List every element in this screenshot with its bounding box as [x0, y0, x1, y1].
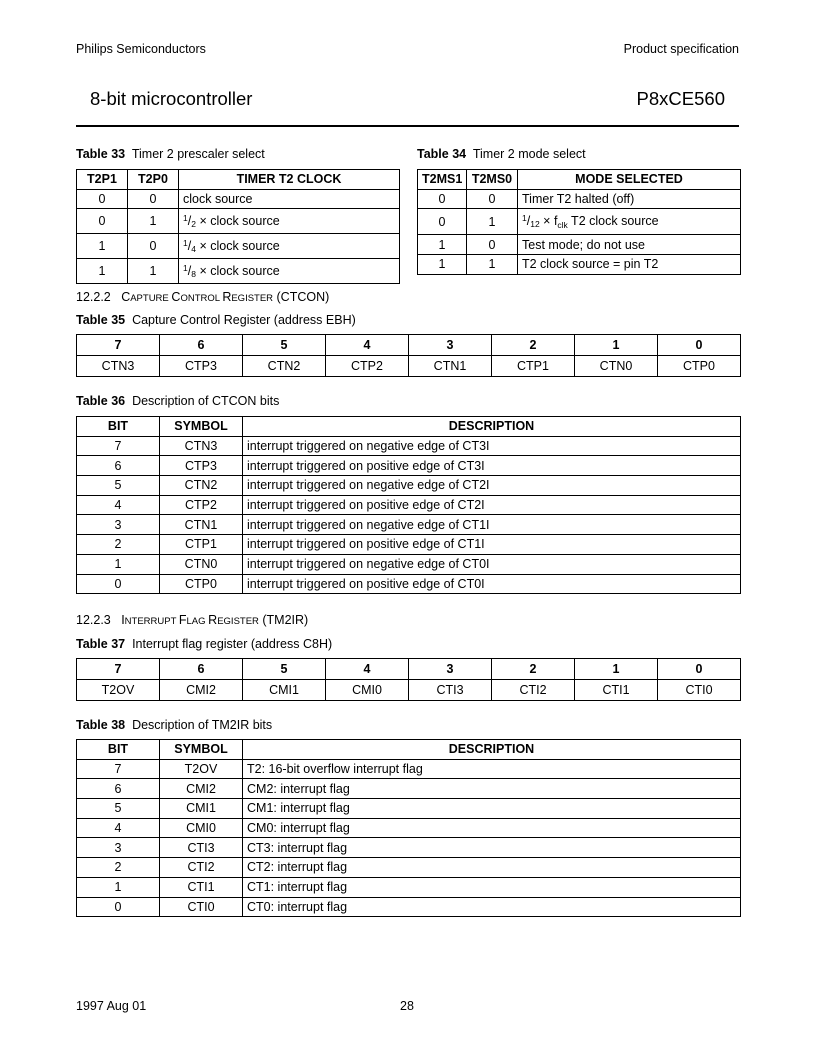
fraction: $^1/_{12}$: [522, 213, 540, 230]
table-row: [418, 235, 741, 255]
table-cell: 1: [77, 554, 160, 574]
table38-header-bit: BIT: [77, 740, 160, 760]
table-cell: clock source: [179, 189, 400, 209]
bit-number: 2: [492, 659, 575, 680]
bit-number: 6: [160, 659, 243, 680]
table-row: [77, 234, 400, 259]
table-cell: interrupt triggered on positive edge of CT2I: [243, 495, 741, 515]
table-cell: T2OV: [160, 759, 243, 779]
cell-text: × clock source: [199, 239, 280, 254]
table38-header-symbol: SYMBOL: [160, 740, 243, 760]
table34-caption: [417, 147, 586, 161]
table-cell: CTI0: [160, 897, 243, 917]
table34-header-t2ms1: T2MS1: [418, 170, 467, 190]
page-number: 28: [400, 999, 414, 1013]
table-cell: 1: [467, 209, 518, 235]
section-title-part: EGISTER: [217, 616, 259, 627]
table-cell: 0: [77, 189, 128, 209]
section-title-part: C: [121, 290, 131, 304]
table-row: [77, 259, 400, 284]
table-cell: interrupt triggered on negative edge of CT1I: [243, 515, 741, 535]
table-row: [77, 209, 400, 234]
bit-name: CTI1: [575, 680, 658, 701]
bit-number: 6: [160, 335, 243, 356]
section-title-part: R: [222, 290, 232, 304]
table-row: [77, 495, 741, 515]
bit-number: 2: [492, 335, 575, 356]
table-cell: interrupt triggered on negative edge of CT0I: [243, 554, 741, 574]
table36: [76, 416, 741, 594]
table34: [417, 169, 741, 275]
table38-caption: [76, 718, 272, 732]
part-number: P8xCE560: [636, 88, 725, 109]
table-cell: CTP3: [160, 456, 243, 476]
table36-caption-text: Description of CTCON bits: [132, 394, 280, 408]
table-cell: CTN1: [160, 515, 243, 535]
fraction-denominator: 8: [191, 269, 196, 280]
table-cell: 1: [77, 259, 128, 284]
table-cell: Timer T2 halted (off): [518, 189, 741, 209]
table-row: [418, 209, 741, 235]
bit-name: CTN1: [409, 356, 492, 377]
company-name: Philips Semiconductors: [76, 42, 206, 56]
fraction-denominator: 12: [530, 219, 540, 230]
section-number: 12.2.2: [76, 290, 111, 304]
section-title-suffix: (TM2IR): [258, 613, 309, 627]
table-cell: 1: [77, 234, 128, 259]
fraction-denominator: 4: [191, 244, 196, 255]
table38-header-description: DESCRIPTION: [243, 740, 741, 760]
table38-caption-text: Description of TM2IR bits: [132, 718, 273, 732]
table-cell: 7: [77, 759, 160, 779]
table33-caption-text: Timer 2 prescaler select: [131, 147, 265, 161]
bit-name: CMI2: [160, 680, 243, 701]
table-row: [418, 189, 741, 209]
table-row: [77, 799, 741, 819]
table-cell: 1: [77, 877, 160, 897]
bit-name: CTP0: [658, 356, 741, 377]
table35-caption-text: Capture Control Register (address EBH): [132, 313, 356, 327]
bit-name: CTI0: [658, 680, 741, 701]
bit-name: CTN3: [77, 356, 160, 377]
table38-label: Table 38: [76, 718, 126, 732]
table-cell: 0: [77, 574, 160, 594]
table-cell: 0: [77, 209, 128, 234]
bit-number: 3: [409, 335, 492, 356]
table33-header-clock: TIMER T2 CLOCK: [179, 170, 400, 190]
table37: [76, 658, 741, 701]
bit-number: 7: [77, 659, 160, 680]
bit-name: CTN2: [243, 356, 326, 377]
fraction-denominator: 2: [191, 219, 196, 230]
bit-number: 4: [326, 659, 409, 680]
table-cell: CT0: interrupt flag: [243, 897, 741, 917]
fraction-numerator: 1: [522, 213, 527, 224]
table-cell: interrupt triggered on positive edge of CT0I: [243, 574, 741, 594]
bit-name: CTI2: [492, 680, 575, 701]
header-rule: [76, 125, 739, 127]
table-cell: 4: [77, 495, 160, 515]
table-cell: 3: [77, 838, 160, 858]
bit-name: CTP3: [160, 356, 243, 377]
section-heading-tm2ir: [76, 613, 308, 627]
bit-number: 3: [409, 659, 492, 680]
page-title: 8-bit microcontroller: [90, 88, 253, 109]
table-cell: [179, 259, 400, 284]
table-cell: T2 clock source = pin T2: [518, 255, 741, 275]
bit-number: 5: [243, 335, 326, 356]
table-row: [77, 858, 741, 878]
section-number: 12.2.3: [76, 613, 111, 627]
table-cell: 0: [418, 209, 467, 235]
table-cell: 1: [128, 209, 179, 234]
bit-name: CMI1: [243, 680, 326, 701]
table-row: [77, 476, 741, 496]
table37-caption: [76, 637, 332, 651]
section-heading-ctcon: [76, 290, 329, 304]
section-title-part: EGISTER: [231, 293, 274, 304]
table-cell: [518, 209, 741, 235]
table-cell: CM2: interrupt flag: [243, 779, 741, 799]
table-cell: 1: [128, 259, 179, 284]
table-row: [77, 535, 741, 555]
table-row: [77, 436, 741, 456]
table33-header-t2p1: T2P1: [77, 170, 128, 190]
table-cell: 5: [77, 476, 160, 496]
table-cell: CTN3: [160, 436, 243, 456]
cell-text: × clock source: [199, 214, 280, 229]
section-title-part: APTURE: [130, 293, 172, 304]
table-row: [77, 515, 741, 535]
table-row: [77, 456, 741, 476]
section-title-part: LAG: [186, 616, 209, 627]
table-cell: CTP0: [160, 574, 243, 594]
table-cell: CT2: interrupt flag: [243, 858, 741, 878]
table-cell: 2: [77, 858, 160, 878]
table-row: [77, 877, 741, 897]
table-cell: 0: [418, 189, 467, 209]
cell-text: × clock source: [199, 264, 280, 279]
table-cell: 0: [128, 189, 179, 209]
table-row: [77, 838, 741, 858]
table-cell: CMI2: [160, 779, 243, 799]
table-cell: 1: [418, 255, 467, 275]
table33-label: Table 33: [76, 147, 126, 161]
table-row: [77, 759, 741, 779]
document-type: Product specification: [623, 42, 739, 56]
table34-caption-text: Timer 2 mode select: [472, 147, 586, 161]
bit-number: 0: [658, 335, 741, 356]
table-cell: interrupt triggered on negative edge of CT2I: [243, 476, 741, 496]
table36-caption: [76, 394, 279, 408]
table-cell: [179, 234, 400, 259]
table-cell: CTP1: [160, 535, 243, 555]
table-cell: CTI2: [160, 858, 243, 878]
table-cell: Test mode; do not use: [518, 235, 741, 255]
table-cell: CT3: interrupt flag: [243, 838, 741, 858]
table-cell: CMI1: [160, 799, 243, 819]
table-cell: [179, 209, 400, 234]
table-row: [77, 554, 741, 574]
section-title-part: I: [121, 613, 125, 627]
table-row: [418, 255, 741, 275]
table-cell: CM1: interrupt flag: [243, 799, 741, 819]
table-cell: 6: [77, 456, 160, 476]
table-cell: 4: [77, 818, 160, 838]
table-cell: 2: [77, 535, 160, 555]
table-cell: CTI3: [160, 838, 243, 858]
table-row: [77, 574, 741, 594]
fraction-numerator: 1: [183, 263, 188, 274]
bit-name: CMI0: [326, 680, 409, 701]
cell-text: T2 clock source: [567, 214, 659, 229]
bit-name: CTI3: [409, 680, 492, 701]
section-title-part: F: [178, 613, 187, 627]
table36-label: Table 36: [76, 394, 126, 408]
table-cell: interrupt triggered on positive edge of CT1I: [243, 535, 741, 555]
subscript: clk: [557, 220, 568, 231]
table-cell: interrupt triggered on positive edge of CT3I: [243, 456, 741, 476]
table35-caption: [76, 313, 356, 327]
section-title-suffix: (CTCON): [273, 290, 330, 304]
bit-number: 5: [243, 659, 326, 680]
table-cell: 0: [128, 234, 179, 259]
table-cell: CMI0: [160, 818, 243, 838]
table33-header-t2p0: T2P0: [128, 170, 179, 190]
footer-date: 1997 Aug 01: [76, 999, 147, 1013]
table-row: [77, 779, 741, 799]
table-cell: 5: [77, 799, 160, 819]
fraction: $^1/_4$: [183, 238, 196, 255]
table-cell: CTN0: [160, 554, 243, 574]
table-cell: CTI1: [160, 877, 243, 897]
table36-header-symbol: SYMBOL: [160, 417, 243, 437]
table34-header-mode: MODE SELECTED: [518, 170, 741, 190]
table-row: [77, 189, 400, 209]
bit-name: CTP1: [492, 356, 575, 377]
table-cell: 3: [77, 515, 160, 535]
table-cell: 6: [77, 779, 160, 799]
section-title-part: R: [208, 613, 218, 627]
bit-number: 4: [326, 335, 409, 356]
table33-caption: [76, 147, 265, 161]
table-cell: CTN2: [160, 476, 243, 496]
table-cell: 1: [467, 255, 518, 275]
table37-label: Table 37: [76, 637, 126, 651]
bit-name: CTP2: [326, 356, 409, 377]
bit-name: CTN0: [575, 356, 658, 377]
bit-number: 1: [575, 659, 658, 680]
fraction: $^1/_8$: [183, 263, 196, 280]
table-cell: T2: 16-bit overflow interrupt flag: [243, 759, 741, 779]
table-cell: 7: [77, 436, 160, 456]
bit-number: 7: [77, 335, 160, 356]
table-row: [77, 897, 741, 917]
table36-header-description: DESCRIPTION: [243, 417, 741, 437]
section-title-part: ONTROL: [180, 293, 223, 304]
table34-header-t2ms0: T2MS0: [467, 170, 518, 190]
table38: [76, 739, 741, 917]
table-cell: 0: [467, 235, 518, 255]
section-title-part: NTERRUPT: [124, 616, 179, 627]
fraction-numerator: 1: [183, 238, 188, 249]
table-cell: 1: [418, 235, 467, 255]
table33: [76, 169, 400, 284]
bit-name: T2OV: [77, 680, 160, 701]
fraction: $^1/_2$: [183, 213, 196, 230]
table35: [76, 334, 741, 377]
section-title-part: C: [171, 290, 181, 304]
table-cell: CT1: interrupt flag: [243, 877, 741, 897]
table-cell: CTP2: [160, 495, 243, 515]
bit-number: 1: [575, 335, 658, 356]
cell-text: × f: [543, 214, 558, 229]
table36-header-bit: BIT: [77, 417, 160, 437]
bit-number: 0: [658, 659, 741, 680]
table-cell: CM0: interrupt flag: [243, 818, 741, 838]
table-cell: 0: [77, 897, 160, 917]
table-row: [77, 818, 741, 838]
fraction-numerator: 1: [183, 213, 188, 224]
table-cell: interrupt triggered on negative edge of CT3I: [243, 436, 741, 456]
table34-label: Table 34: [417, 147, 467, 161]
table37-caption-text: Interrupt flag register (address C8H): [132, 637, 333, 651]
table35-label: Table 35: [76, 313, 126, 327]
table-cell: 0: [467, 189, 518, 209]
